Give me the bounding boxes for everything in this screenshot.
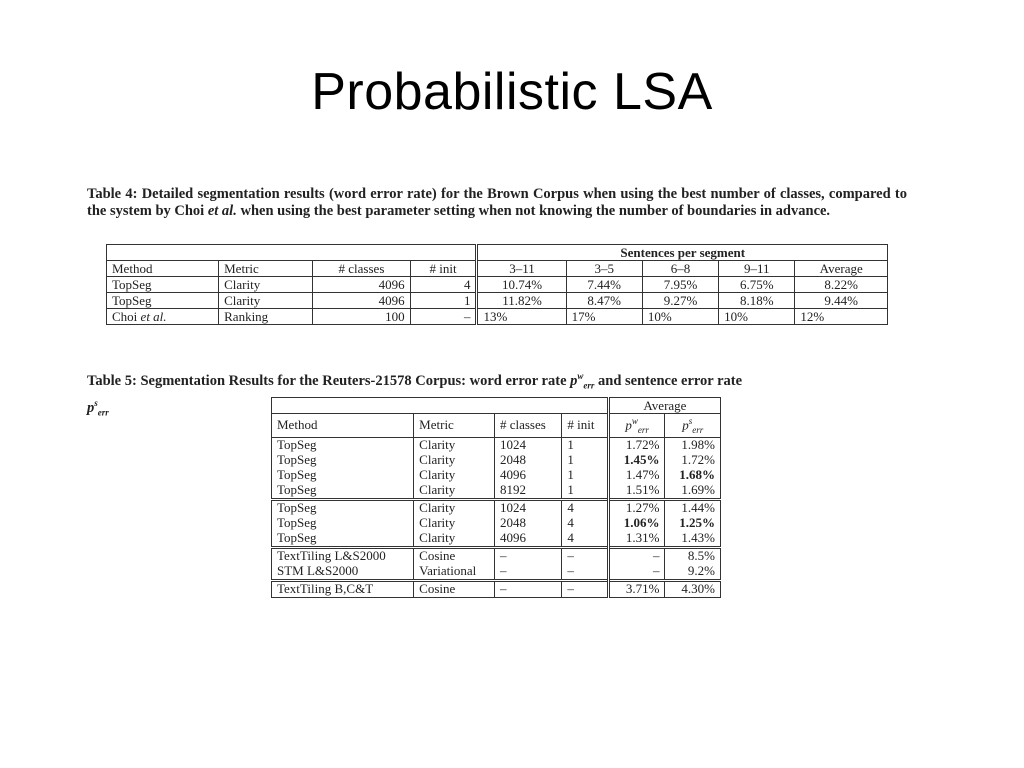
- table-cell: 4096: [494, 531, 561, 548]
- table-cell: 4096: [494, 468, 561, 483]
- table-cell: TopSeg: [277, 515, 317, 531]
- table-cell: 8.5%: [665, 547, 721, 564]
- table-cell: Clarity: [414, 516, 495, 531]
- table-cell: TopSeg: [277, 530, 317, 546]
- col-header: Method: [272, 414, 414, 438]
- table-cell: 1.25%: [665, 516, 721, 531]
- table-cell: Clarity: [414, 468, 495, 483]
- table-cell: 1024: [494, 437, 561, 453]
- table-cell: 1.51%: [608, 483, 665, 500]
- table-cell: 1.27%: [608, 499, 665, 516]
- table-cell: 1: [562, 453, 608, 468]
- table-cell: 4.30%: [665, 580, 721, 597]
- table-row: [272, 499, 721, 516]
- table-cell: –: [494, 547, 561, 564]
- table-cell: TopSeg: [277, 482, 317, 498]
- table-cell: 1.45%: [608, 453, 665, 468]
- table-cell: 1: [562, 468, 608, 483]
- table-cell: 1.72%: [665, 453, 721, 468]
- table-cell: –: [562, 564, 608, 581]
- table-cell: Clarity: [414, 453, 495, 468]
- table-cell: TopSeg: [277, 467, 317, 483]
- col-header: Metric: [414, 414, 495, 438]
- table-cell: 1.06%: [608, 516, 665, 531]
- table-cell: Clarity: [414, 437, 495, 453]
- table-cell: Clarity: [414, 483, 495, 500]
- table-row: [272, 547, 721, 564]
- table-cell: 9.2%: [665, 564, 721, 581]
- table-row: [272, 531, 721, 548]
- table-cell: TopSeg: [277, 452, 317, 468]
- table-row: [272, 580, 721, 597]
- reuters-corpus-table: [271, 397, 721, 598]
- brown-corpus-table: [106, 244, 888, 325]
- slide-title: Probabilistic LSA: [311, 63, 713, 121]
- table-cell: –: [494, 580, 561, 597]
- table-row: [272, 468, 721, 483]
- col-header: # classes: [494, 414, 561, 438]
- table-cell: –: [608, 564, 665, 581]
- table-cell: Cosine: [414, 547, 495, 564]
- col-header: 3–5: [566, 261, 642, 277]
- table-cell: TextTiling L&S2000: [272, 547, 414, 564]
- table-cell: 1024: [494, 499, 561, 516]
- table-cell: Clarity: [414, 531, 495, 548]
- table-cell: 1.69%: [665, 483, 721, 500]
- table-cell: –: [608, 547, 665, 564]
- table-cell: Cosine: [414, 580, 495, 597]
- col-header: 9–11: [719, 261, 795, 277]
- table-cell: 1.72%: [608, 437, 665, 453]
- table-cell: 1.44%: [665, 499, 721, 516]
- table-cell: –: [562, 580, 608, 597]
- table-cell: 4: [562, 516, 608, 531]
- group-header: Sentences per segment: [477, 245, 888, 261]
- table-cell: TextTiling B,C&T: [272, 580, 414, 597]
- table-row: [272, 483, 721, 500]
- table-cell: 1: [562, 483, 608, 500]
- table-cell: 8192: [494, 483, 561, 500]
- group-header: Average: [608, 398, 720, 414]
- table-row: TopSeg Clarity 4096 1 11.82% 8.47% 9.27% 8.18% 9.44%: [107, 293, 888, 309]
- table-cell: 1.47%: [608, 468, 665, 483]
- table-row: [272, 516, 721, 531]
- table-row: TopSeg Clarity 4096 4 10.74% 7.44% 7.95% 6.75% 8.22%: [107, 277, 888, 293]
- table-cell: TopSeg: [272, 499, 414, 516]
- table-cell: –: [562, 547, 608, 564]
- table-cell: 1.68%: [665, 468, 721, 483]
- col-header: Metric: [219, 261, 313, 277]
- table-cell: STM L&S2000: [277, 563, 359, 579]
- table-cell: 3.71%: [608, 580, 665, 597]
- table-cell: 2048: [494, 453, 561, 468]
- table-cell: 1.31%: [608, 531, 665, 548]
- table-cell: 2048: [494, 516, 561, 531]
- table-row: [272, 564, 721, 581]
- table-cell: Variational: [414, 564, 495, 581]
- table-row: [272, 437, 721, 453]
- col-header-ps: $p^s_{err}$: [665, 414, 721, 438]
- table4-caption: Table 4: Detailed segmentation results (word error rate) for the Brown Corpus when using the best number of classes, compared to the system by Choi et al. when using the best parameter setting when not knowing the number of boundaries in advance.: [87, 186, 907, 219]
- table-cell: 4: [562, 499, 608, 516]
- table-cell: Clarity: [414, 499, 495, 516]
- table-row: [272, 453, 721, 468]
- col-header: Average: [795, 261, 888, 277]
- table-row: Choi et al. Ranking 100 – 13% 17% 10% 10% 12%: [107, 309, 888, 325]
- table-cell: 4: [562, 531, 608, 548]
- col-header: # classes: [313, 261, 410, 277]
- table-cell: –: [494, 564, 561, 581]
- col-header: # init: [562, 414, 608, 438]
- col-header: Method: [107, 261, 219, 277]
- col-header-pw: $p^w_{err}$: [608, 414, 665, 438]
- col-header: 3–11: [477, 261, 566, 277]
- col-header: # init: [410, 261, 477, 277]
- table5-caption: Table 5: Segmentation Results for the Reuters-21578 Corpus: word error rate $p^w_{err}$ and sentence error rate $p^s_{err}$: [87, 371, 743, 418]
- table-cell: 1.43%: [665, 531, 721, 548]
- table-cell: 1: [562, 437, 608, 453]
- col-header: 6–8: [642, 261, 718, 277]
- table-cell: 1.98%: [665, 437, 721, 453]
- table-cell: TopSeg: [277, 437, 317, 453]
